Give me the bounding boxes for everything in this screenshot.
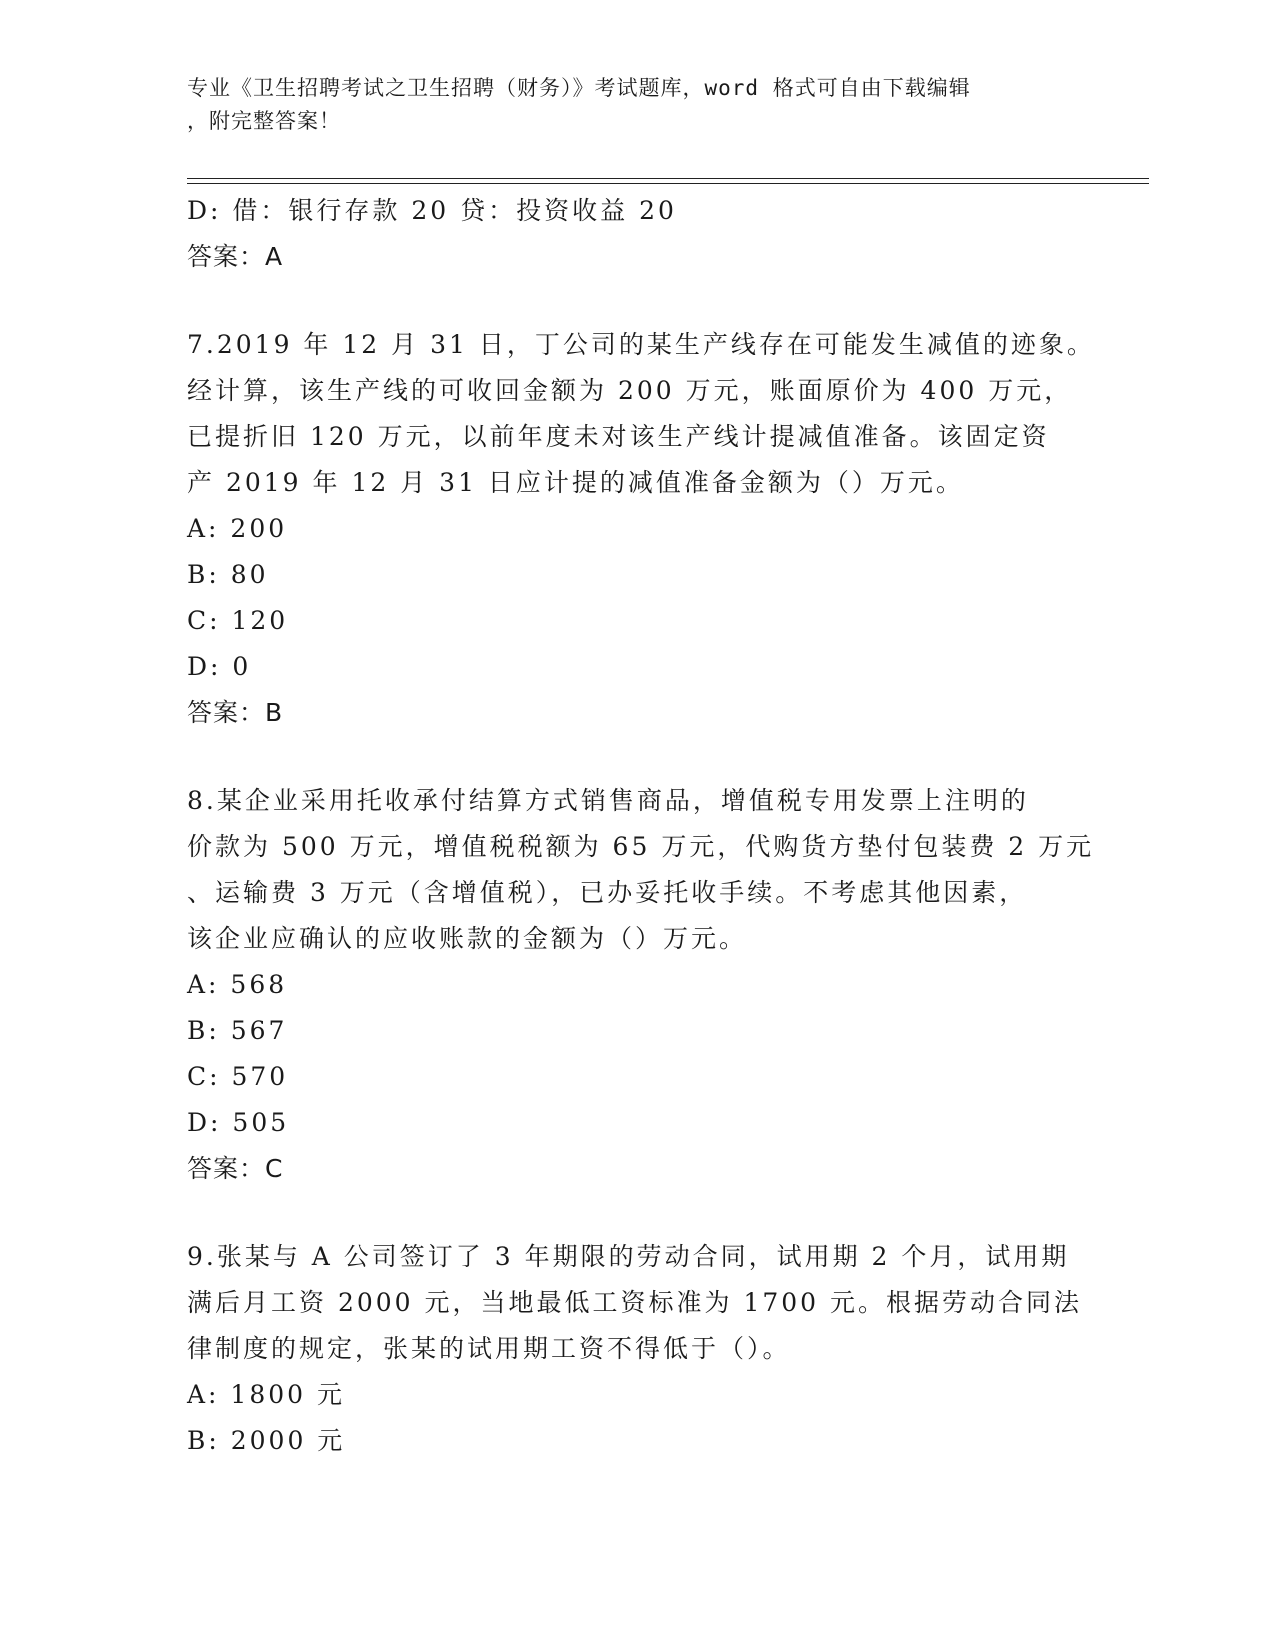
question-content xyxy=(187,188,1095,1464)
prev-option-d: D: 借：银行存款 20 贷：投资收益 20 xyxy=(187,196,677,225)
q8-option-b: B: 567 xyxy=(187,1016,288,1045)
q9-option-b: B: 2000 元 xyxy=(187,1426,346,1455)
question-7 xyxy=(187,322,1095,736)
q7-option-d: D: 0 xyxy=(187,652,252,681)
q9-text-line: 满后月工资 2000 元，当地最低工资标准为 1700 元。根据劳动合同法 xyxy=(187,1288,1083,1317)
q8-text-line: 该企业应确认的应收账款的金额为（）万元。 xyxy=(187,924,748,953)
q8-option-a: A: 568 xyxy=(187,970,288,999)
q8-text-line: 价款为 500 万元，增值税税额为 65 万元，代购货方垫付包装费 2 万元 xyxy=(187,832,1095,861)
q7-option-a: A: 200 xyxy=(187,514,288,543)
q8-option-d: D: 505 xyxy=(187,1108,290,1137)
q8-text-line: 、运输费 3 万元（含增值税），已办妥托收手续。不考虑其他因素， xyxy=(187,878,1028,907)
header-line-1: 专业《卫生招聘考试之卫生招聘（财务）》考试题库，word 格式可自由下载编辑 xyxy=(187,76,971,100)
header-line-2: ，附完整答案！ xyxy=(187,109,341,133)
question-8 xyxy=(187,778,1095,1192)
q7-answer: 答案：B xyxy=(187,698,284,727)
header-divider-top xyxy=(187,178,1149,179)
question-9 xyxy=(187,1234,1087,1464)
q7-text-line: 产 2019 年 12 月 31 日应计提的减值准备金额为（）万元。 xyxy=(187,468,964,497)
page-header xyxy=(187,72,1067,138)
q7-text-line: 7.2019 年 12 月 31 日，丁公司的某生产线存在可能发生减值的迹象。 xyxy=(187,330,1095,359)
q9-option-a: A: 1800 元 xyxy=(187,1380,345,1409)
prev-answer: 答案：A xyxy=(187,242,284,271)
q7-text-line: 已提折旧 120 万元，以前年度未对该生产线计提减值准备。该固定资 xyxy=(187,422,1050,451)
q7-option-b: B: 80 xyxy=(187,560,269,589)
q7-text-line: 经计算，该生产线的可收回金额为 200 万元，账面原价为 400 万元， xyxy=(187,376,1073,405)
q9-text-line: 9.张某与 A 公司签订了 3 年期限的劳动合同，试用期 2 个月，试用期 xyxy=(187,1242,1070,1271)
q9-text-line: 律制度的规定，张某的试用期工资不得低于（）。 xyxy=(187,1334,791,1363)
q7-option-c: C: 120 xyxy=(187,606,289,635)
q8-text-line: 8.某企业采用托收承付结算方式销售商品，增值税专用发票上注明的 xyxy=(187,786,1029,815)
q8-answer: 答案：C xyxy=(187,1154,284,1183)
q8-option-c: C: 570 xyxy=(187,1062,289,1091)
header-divider-bottom xyxy=(187,183,1149,184)
